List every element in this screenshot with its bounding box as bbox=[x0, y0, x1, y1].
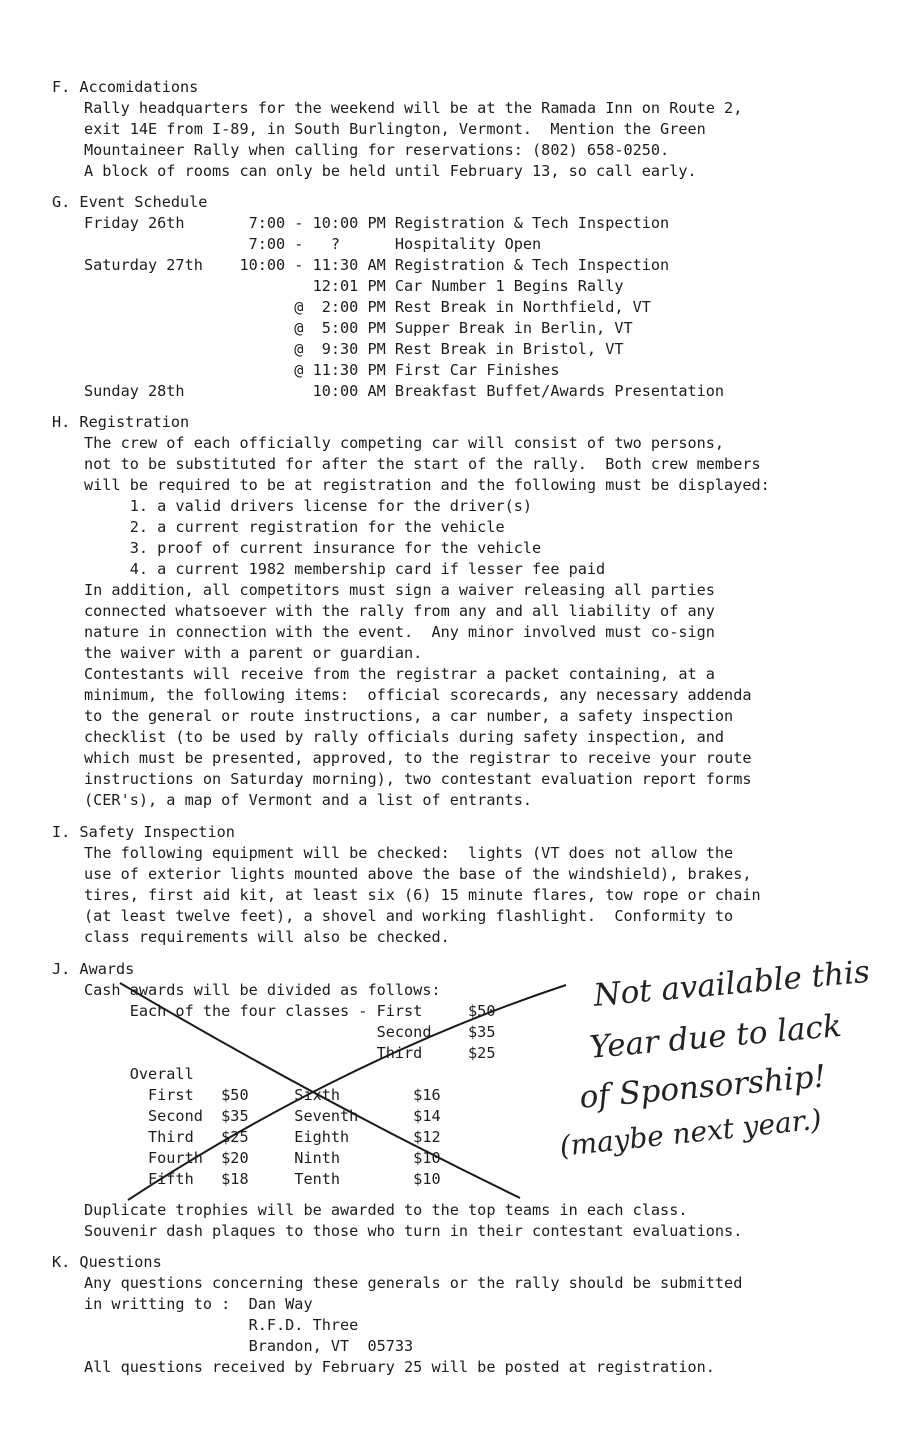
section-h-list-item: 4. a current 1982 membership card if lesser fee paid bbox=[84, 560, 606, 578]
section-h-heading: H. Registration bbox=[52, 413, 190, 431]
section-f-heading: F. Accomidations bbox=[52, 78, 199, 96]
section-h-line: The crew of each officially competing car will consist of two persons, bbox=[84, 434, 725, 452]
schedule-line: @ 9:30 PM Rest Break in Bristol, VT bbox=[84, 340, 624, 358]
awards-line: Third $25 Eighth $12 bbox=[84, 1128, 441, 1146]
awards-line: Third $25 bbox=[84, 1044, 496, 1062]
section-h-line: Contestants will receive from the registrar a packet containing, at a bbox=[84, 665, 715, 683]
schedule-line: Sunday 28th 10:00 AM Breakfast Buffet/Awards Presentation bbox=[84, 382, 725, 400]
section-h-line: (CER's), a map of Vermont and a list of entrants. bbox=[84, 791, 533, 809]
section-h-line: minimum, the following items: official scorecards, any necessary addenda bbox=[84, 686, 752, 704]
section-h-line: to the general or route instructions, a car number, a safety inspection bbox=[84, 707, 734, 725]
awards-line: First $50 Sixth $16 bbox=[84, 1086, 441, 1104]
section-h-line: the waiver with a parent or guardian. bbox=[84, 644, 423, 662]
section-f-line: Rally headquarters for the weekend will be at the Ramada Inn on Route 2, bbox=[84, 99, 743, 117]
section-h-line: not to be substituted for after the start of the rally. Both crew members bbox=[84, 455, 761, 473]
section-i-heading: I. Safety Inspection bbox=[52, 823, 235, 841]
address-line: Brandon, VT 05733 bbox=[84, 1337, 414, 1355]
section-f-line: A block of rooms can only be held until February 13, so call early. bbox=[84, 162, 697, 180]
section-h-line: nature in connection with the event. Any minor involved must co-sign bbox=[84, 623, 715, 641]
schedule-line: 12:01 PM Car Number 1 Begins Rally bbox=[84, 277, 624, 295]
section-j-heading: J. Awards bbox=[52, 960, 135, 978]
section-i-line: tires, first aid kit, at least six (6) 15 minute flares, tow rope or chain bbox=[84, 886, 761, 904]
handwritten-note-line: Year due to lack bbox=[588, 1007, 843, 1066]
awards-line: Cash awards will be divided as follows: bbox=[84, 981, 441, 999]
schedule-line: @ 5:00 PM Supper Break in Berlin, VT bbox=[84, 319, 633, 337]
schedule-line: 7:00 - ? Hospitality Open bbox=[84, 235, 542, 253]
section-k-heading: K. Questions bbox=[52, 1253, 162, 1271]
section-h-line: connected whatsoever with the rally from any and all liability of any bbox=[84, 602, 715, 620]
schedule-line: @ 2:00 PM Rest Break in Northfield, VT bbox=[84, 298, 651, 316]
awards-line: Fourth $20 Ninth $10 bbox=[84, 1149, 441, 1167]
section-h-line: instructions on Saturday morning), two contestant evaluation report forms bbox=[84, 770, 752, 788]
awards-line: Each of the four classes - First $50 bbox=[84, 1002, 496, 1020]
awards-line: Overall bbox=[84, 1065, 194, 1083]
section-h-line: will be required to be at registration and the following must be displayed: bbox=[84, 476, 770, 494]
schedule-line: Saturday 27th 10:00 - 11:30 AM Registration & Tech Inspection bbox=[84, 256, 670, 274]
section-f-line: Mountaineer Rally when calling for reservations: (802) 658-0250. bbox=[84, 141, 670, 159]
section-k-line: Any questions concerning these generals or the rally should be submitted bbox=[84, 1274, 743, 1292]
awards-line: Souvenir dash plaques to those who turn in their contestant evaluations. bbox=[84, 1222, 743, 1240]
address-line: R.F.D. Three bbox=[84, 1316, 359, 1334]
handwritten-note-line: Not available this bbox=[592, 953, 872, 1014]
handwritten-note-line: of Sponsorship! bbox=[578, 1058, 828, 1116]
section-k-line: in writting to : Dan Way bbox=[84, 1295, 313, 1313]
section-h-list-item: 3. proof of current insurance for the vehicle bbox=[84, 539, 542, 557]
section-h-line: In addition, all competitors must sign a waiver releasing all parties bbox=[84, 581, 715, 599]
section-g-heading: G. Event Schedule bbox=[52, 193, 208, 211]
section-h-list-item: 2. a current registration for the vehicle bbox=[84, 518, 505, 536]
section-i-line: class requirements will also be checked. bbox=[84, 928, 450, 946]
schedule-line: @ 11:30 PM First Car Finishes bbox=[84, 361, 560, 379]
awards-line: Duplicate trophies will be awarded to the top teams in each class. bbox=[84, 1201, 688, 1219]
awards-line: Second $35 Seventh $14 bbox=[84, 1107, 441, 1125]
section-i-line: The following equipment will be checked: lights (VT does not allow the bbox=[84, 844, 734, 862]
handwritten-note-line: (maybe next year.) bbox=[558, 1102, 824, 1163]
awards-line: Second $35 bbox=[84, 1023, 496, 1041]
awards-line: Fifth $18 Tenth $10 bbox=[84, 1170, 441, 1188]
section-h-list-item: 1. a valid drivers license for the driver(s) bbox=[84, 497, 533, 515]
section-h-line: checklist (to be used by rally officials during safety inspection, and bbox=[84, 728, 725, 746]
section-h-line: which must be presented, approved, to the registrar to receive your route bbox=[84, 749, 752, 767]
schedule-line: Friday 26th 7:00 - 10:00 PM Registration & Tech Inspection bbox=[84, 214, 670, 232]
section-k-line: All questions received by February 25 will be posted at registration. bbox=[84, 1358, 715, 1376]
section-i-line: use of exterior lights mounted above the base of the windshield), brakes, bbox=[84, 865, 752, 883]
section-i-line: (at least twelve feet), a shovel and working flashlight. Conformity to bbox=[84, 907, 734, 925]
section-f-line: exit 14E from I-89, in South Burlington, Vermont. Mention the Green bbox=[84, 120, 706, 138]
